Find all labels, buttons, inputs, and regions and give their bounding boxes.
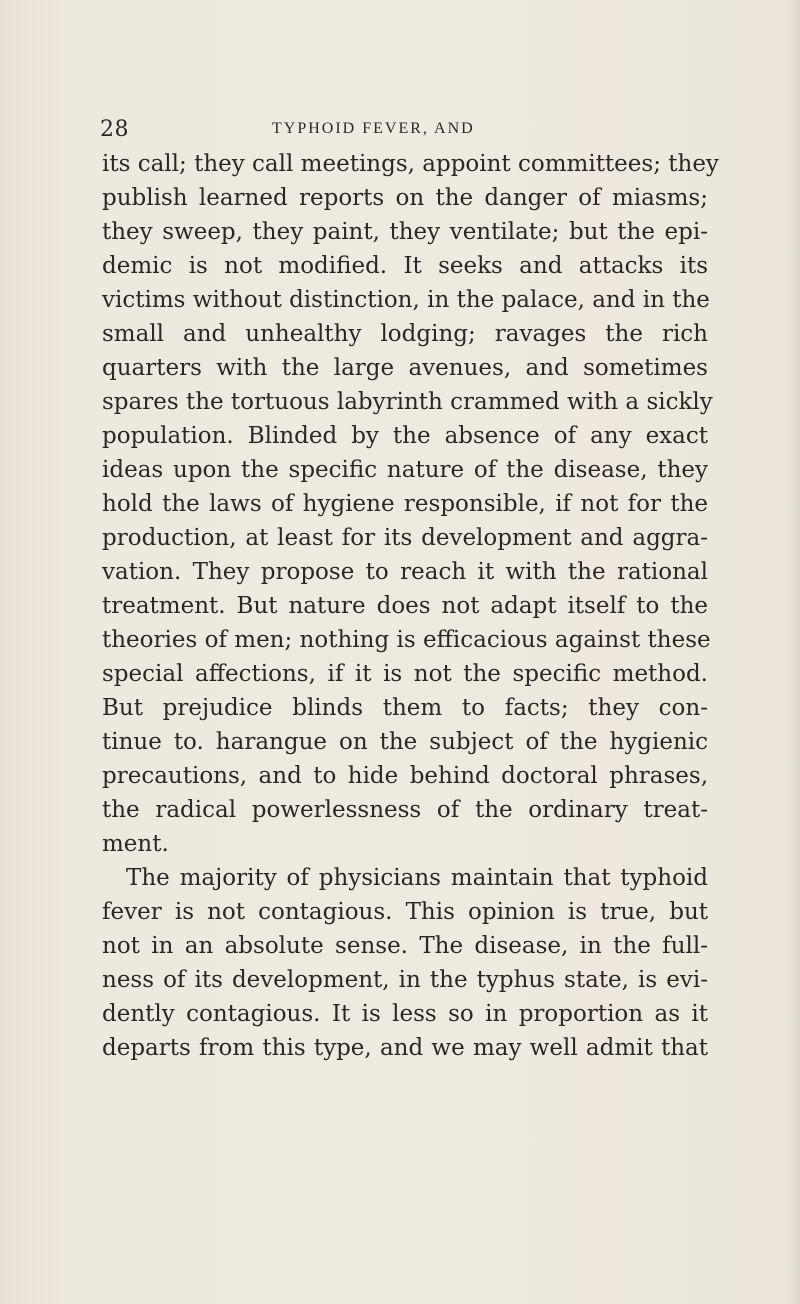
text-line: its call; they call meetings, appoint committees; they [102, 151, 719, 177]
text-line: publish learned reports on the danger of miasms; [102, 185, 708, 211]
paragraph-end-line: ment. [102, 831, 169, 857]
text-line: departs from this type, and we may well admit that [102, 1035, 708, 1061]
running-title: TYPHOID FEVER, AND [272, 120, 475, 137]
text-line: ness of its development, in the typhus state, is evi- [102, 967, 708, 993]
text-line: precautions, and to hide behind doctoral phrases, [102, 763, 708, 789]
text-line: dently contagious. It is less so in proportion as it [102, 1001, 708, 1027]
page-number: 28 [100, 117, 129, 142]
text-line: vation. They propose to reach it with the rational [102, 559, 708, 585]
body-text [102, 147, 719, 1065]
text-line: treatment. But nature does not adapt itself to the [102, 593, 708, 619]
text-line: small and unhealthy lodging; ravages the rich [102, 321, 708, 347]
text-line: the radical powerlessness of the ordinary treat- [102, 797, 708, 823]
text-line: production, at least for its development and aggra- [102, 525, 708, 551]
text-line: fever is not contagious. This opinion is true, but [102, 899, 708, 925]
text-line: But prejudice blinds them to facts; they con- [102, 695, 708, 721]
text-line: victims without distinction, in the palace, and in the [102, 287, 710, 313]
text-line: quarters with the large avenues, and sometimes [102, 355, 708, 381]
text-line: tinue to. harangue on the subject of the hygienic [102, 729, 708, 755]
paragraph-start-line: The majority of physicians maintain that typhoid [126, 865, 708, 891]
text-line: not in an absolute sense. The disease, in the full- [102, 933, 708, 959]
text-line: special affections, if it is not the specific method. [102, 661, 708, 687]
text-line: ideas upon the specific nature of the disease, they [102, 457, 708, 483]
text-line: theories of men; nothing is efficacious against these [102, 627, 711, 653]
text-line: demic is not modified. It seeks and attacks its [102, 253, 708, 279]
running-head [100, 117, 720, 141]
text-line: spares the tortuous labyrinth crammed with a sickly [102, 389, 713, 415]
text-line: population. Blinded by the absence of any exact [102, 423, 708, 449]
text-line: they sweep, they paint, they ventilate; but the epi- [102, 219, 708, 245]
text-line: hold the laws of hygiene responsible, if not for the [102, 491, 708, 517]
page-edge-shadow [786, 0, 800, 1304]
